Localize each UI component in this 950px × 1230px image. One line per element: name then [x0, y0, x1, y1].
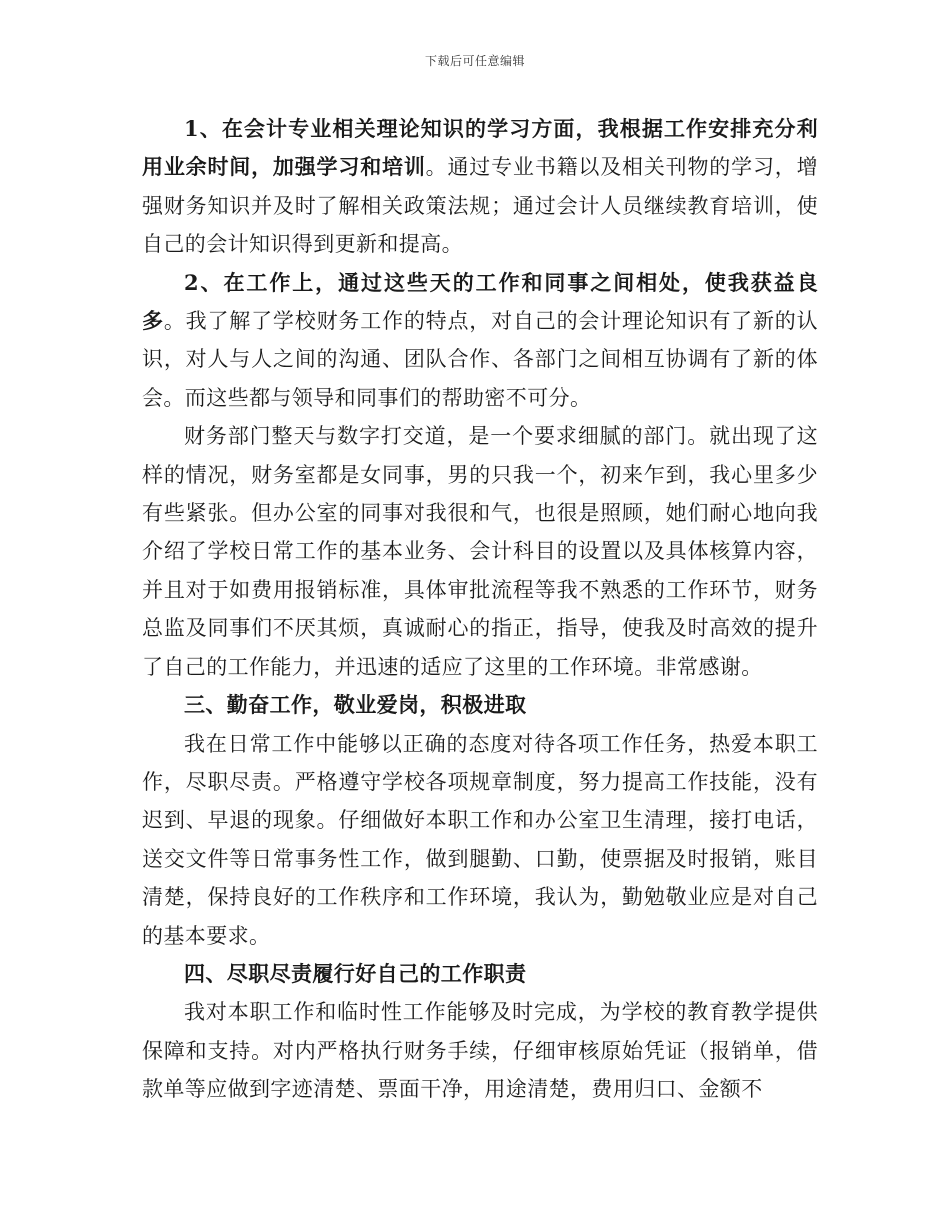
paragraph-2-heading: 2、在工作上，通过这些天的工作和同事之间相处，使我获益良多 — [142, 269, 818, 334]
document-body — [142, 110, 818, 1109]
paragraph-3: 财务部门整天与数字打交道，是一个要求细腻的部门。就出现了这样的情况，财务室都是女同事，男的只我一个，初来乍到，我心里多少有些紧张。但办公室的同事对我很和气，也很是照顾，她们耐心地向我介绍了学校日常工作的基本业务、会计科目的设置以及具体核算内容，并且对于如费用报销标准，具体审批流程等我不熟悉的工作环节，财务总监及同事们不厌其烦，真诚耐心的指正，指导，使我及时高效的提升了自己的工作能力，并迅速的适应了这里的工作环境。非常感谢。 — [142, 424, 818, 679]
page-header-note: 下载后可任意编辑 — [424, 54, 525, 68]
paragraph-1 — [142, 110, 818, 264]
paragraph-4: 我在日常工作中能够以正确的态度对待各项工作任务，热爱本职工作，尽职尽责。严格遵守学校各项规章制度，努力提高工作技能，没有迟到、早退的现象。仔细做好本职工作和办公室卫生清理，接打电话，送交文件等日常事务性工作，做到腿勤、口勤，使票据及时报销，账目清楚，保持良好的工作秩序和工作环境，我认为，勤勉敬业应是对自己的基本要求。 — [142, 731, 818, 948]
paragraph-2 — [142, 264, 818, 418]
section-3-title: 三、勤奋工作，敬业爱岗，积极进取 — [184, 692, 527, 718]
paragraph-2-text: 。我了解了学校财务工作的特点，对自己的会计理论知识有了新的认识，对人与人之间的沟通、团队合作、各部门之间相互协调有了新的体会。而这些都与领导和同事们的帮助密不可分。 — [142, 309, 818, 410]
section-4-title: 四、尽职尽责履行好自己的工作职责 — [184, 960, 527, 986]
paragraph-5: 我对本职工作和临时性工作能够及时完成，为学校的教育教学提供保障和支持。对内严格执行财务手续，仔细审核原始凭证（报销单，借款单等应做到字迹清楚、票面干净，用途清楚，费用归口、金额不 — [142, 1000, 818, 1102]
paragraph-1-heading: 1、在会计专业相关理论知识的学习方面，我根据工作安排充分利用业余时间，加强学习和培训 — [142, 116, 818, 180]
paragraph-1-text: 。通过专业书籍以及相关刊物的学习，增强财务知识并及时了解相关政策法规；通过会计人员继续教育培训，使自己的会计知识得到更新和提高。 — [142, 155, 818, 257]
